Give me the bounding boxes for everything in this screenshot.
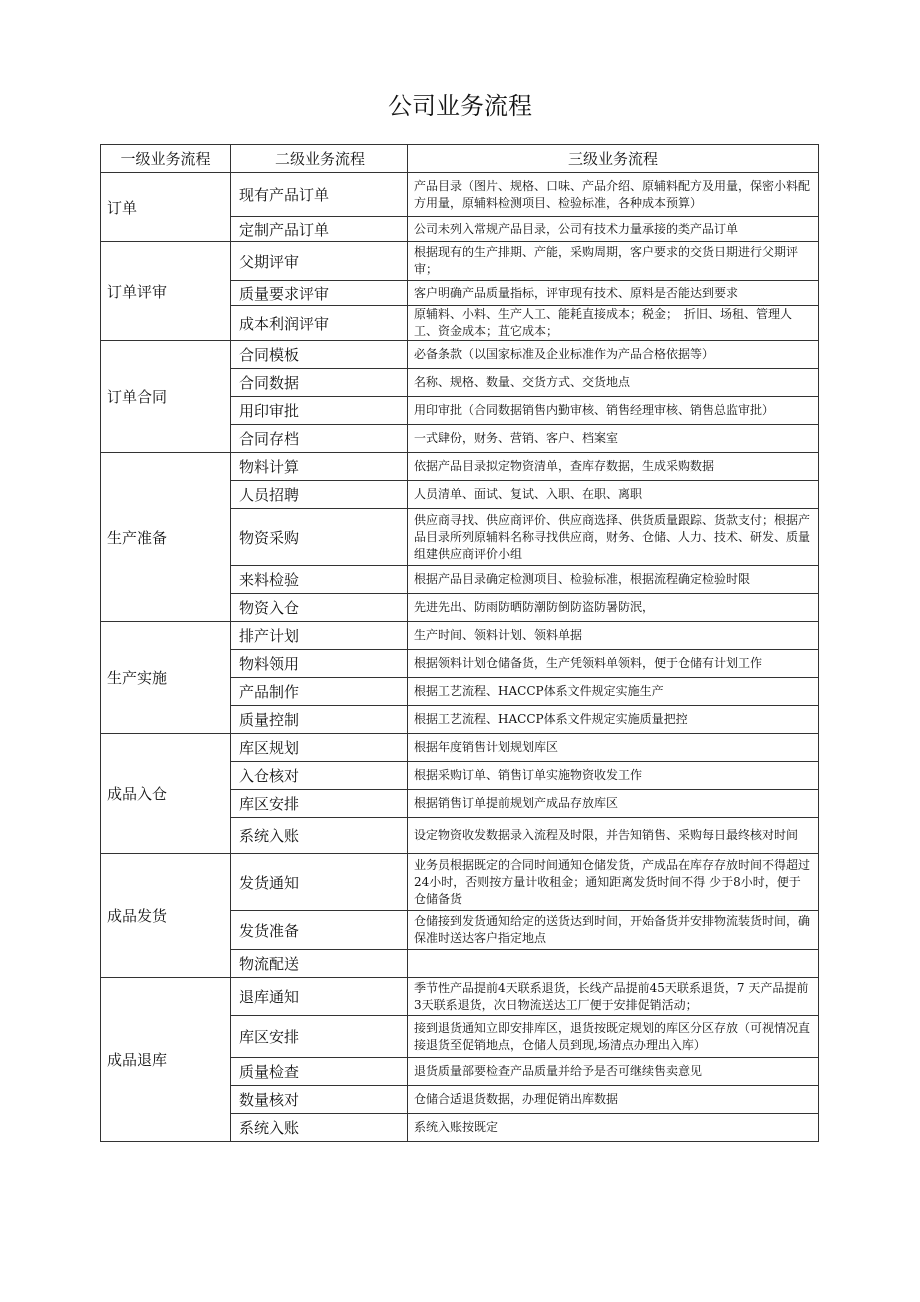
level-2-process: 数量核对 [231, 1086, 408, 1114]
level-2-process: 系统入账 [231, 1114, 408, 1142]
level-3-process: 名称、规格、数量、交货方式、交货地点 [408, 369, 819, 397]
level-2-process: 父期评审 [231, 242, 408, 281]
level-3-process: 仓储合适退货数据，办理促销出库数据 [408, 1086, 819, 1114]
level-3-process: 原辅料、小料、生产人工、能耗直接成本；税金； 折旧、场租、管理人工、资金成本；苴它成本； [408, 306, 819, 341]
level-3-process: 根据工艺流程、HACCP体系文件规定实施生产 [408, 678, 819, 706]
process-table [100, 144, 819, 1142]
level-3-process: 人员清单、面试、复试、入职、在职、离职 [408, 481, 819, 509]
level-3-process: 公司未列入常规产品目录，公司有技术力量承接的类产品订单 [408, 217, 819, 242]
level-3-process: 根据领料计划仓储备货，生产凭领料单领料，便于仓储有计划工作 [408, 650, 819, 678]
level-2-process: 用印审批 [231, 397, 408, 425]
level-3-process [408, 950, 819, 978]
level-3-process: 根据产品目录确定检测项目、检验标准，根据流程确定检验时限 [408, 566, 819, 594]
level-3-process: 根据现有的生产排期、产能，采购周期，客户要求的交货日期进行父期评审； [408, 242, 819, 281]
level-2-process: 合同数据 [231, 369, 408, 397]
level-2-process: 库区规划 [231, 734, 408, 762]
table-header-row [101, 145, 819, 173]
level-1-process: 成品退库 [101, 978, 231, 1142]
level-3-process: 供应商寻找、供应商评价、供应商选择、供货质量跟踪、货款支付；根据产品目录所列原辅料名称寻找供应商，财务、仓储、人力、技术、研发、质量组建供应商评价小组 [408, 509, 819, 566]
level-3-process: 产品目录（图片、规格、口味、产品介绍、原辅料配方及用量，保密小料配方用量，原辅料检测项目、检验标准，各种成本预算） [408, 173, 819, 217]
table-row [101, 453, 819, 481]
table-body [101, 173, 819, 1142]
level-2-process: 质量控制 [231, 706, 408, 734]
level-1-process: 生产实施 [101, 622, 231, 734]
level-3-process: 必备条款（以国家标准及企业标准作为产品合格依据等） [408, 341, 819, 369]
level-2-process: 质量检查 [231, 1058, 408, 1086]
level-3-process: 依据产品目录拟定物资清单，查库存数据，生成采购数据 [408, 453, 819, 481]
level-3-process: 用印审批（合同数据销售内勤审核、销售经理审核、销售总监审批） [408, 397, 819, 425]
level-2-process: 合同模板 [231, 341, 408, 369]
table-row [101, 341, 819, 369]
level-2-process: 合同存档 [231, 425, 408, 453]
level-3-process: 接到退货通知立即安排库区，退货按既定规划的库区分区存放（可视情况直接退货至促销地点，仓储人员到现,场清点办理出入库） [408, 1016, 819, 1058]
level-1-process: 订单评审 [101, 242, 231, 341]
level-2-process: 现有产品订单 [231, 173, 408, 217]
level-3-process: 根据采购订单、销售订单实施物资收发工作 [408, 762, 819, 790]
table-row [101, 622, 819, 650]
header-level-1: 一级业务流程 [101, 145, 231, 173]
level-2-process: 库区安排 [231, 1016, 408, 1058]
level-1-process: 成品发货 [101, 854, 231, 978]
level-3-process: 业务员根据既定的合同时间通知仓储发货，产成品在库存存放时间不得超过24小时，否则按方量计收租金；通知距离发货时间不得 少于8小时，便于仓储备货 [408, 854, 819, 911]
level-2-process: 物资入仓 [231, 594, 408, 622]
table-row [101, 242, 819, 281]
level-3-process: 生产时间、领料计划、领料单据 [408, 622, 819, 650]
level-2-process: 质量要求评审 [231, 281, 408, 306]
level-2-process: 发货通知 [231, 854, 408, 911]
level-2-process: 成本利润评审 [231, 306, 408, 341]
level-3-process: 一式肆份，财务、营销、客户、档案室 [408, 425, 819, 453]
level-3-process: 客户明确产品质量指标，评审现有技术、原料是否能达到要求 [408, 281, 819, 306]
level-2-process: 产品制作 [231, 678, 408, 706]
table-row [101, 173, 819, 217]
level-2-process: 物资采购 [231, 509, 408, 566]
level-3-process: 根据年度销售计划规划库区 [408, 734, 819, 762]
level-2-process: 来料检验 [231, 566, 408, 594]
level-2-process: 系统入账 [231, 818, 408, 854]
level-2-process: 入仓核对 [231, 762, 408, 790]
level-3-process: 退货质量部要检查产品质量并给予是否可继续售卖意见 [408, 1058, 819, 1086]
level-3-process: 设定物资收发数据录入流程及时限，并告知销售、采购每日最终核对时间 [408, 818, 819, 854]
level-2-process: 物料计算 [231, 453, 408, 481]
level-3-process: 仓储接到发货通知给定的送货达到时间，开始备货并安排物流装货时间，确保准时送达客户指定地点 [408, 911, 819, 950]
header-level-2: 二级业务流程 [231, 145, 408, 173]
level-2-process: 排产计划 [231, 622, 408, 650]
level-3-process: 根据工艺流程、HACCP体系文件规定实施质量把控 [408, 706, 819, 734]
level-3-process: 根据销售订单提前规划产成品存放库区 [408, 790, 819, 818]
page-title: 公司业务流程 [388, 92, 532, 120]
level-1-process: 订单 [101, 173, 231, 242]
level-2-process: 物流配送 [231, 950, 408, 978]
level-2-process: 退库通知 [231, 978, 408, 1016]
level-3-process: 先进先出、防雨防晒防潮防倒防盗防暑防泯， [408, 594, 819, 622]
level-2-process: 发货准备 [231, 911, 408, 950]
level-2-process: 物料领用 [231, 650, 408, 678]
level-2-process: 定制产品订单 [231, 217, 408, 242]
level-3-process: 季节性产品提前4天联系退货，长线产品提前45天联系退货，7 天产品提前3天联系退货，次日物流送达工厂便于安排促销活动； [408, 978, 819, 1016]
header-level-3: 三级业务流程 [408, 145, 819, 173]
level-1-process: 订单合同 [101, 341, 231, 453]
table-row [101, 854, 819, 911]
table-row [101, 734, 819, 762]
level-2-process: 库区安排 [231, 790, 408, 818]
level-1-process: 成品入仓 [101, 734, 231, 854]
level-2-process: 人员招聘 [231, 481, 408, 509]
level-1-process: 生产准备 [101, 453, 231, 622]
table-row [101, 978, 819, 1016]
level-3-process: 系统入账按既定 [408, 1114, 819, 1142]
